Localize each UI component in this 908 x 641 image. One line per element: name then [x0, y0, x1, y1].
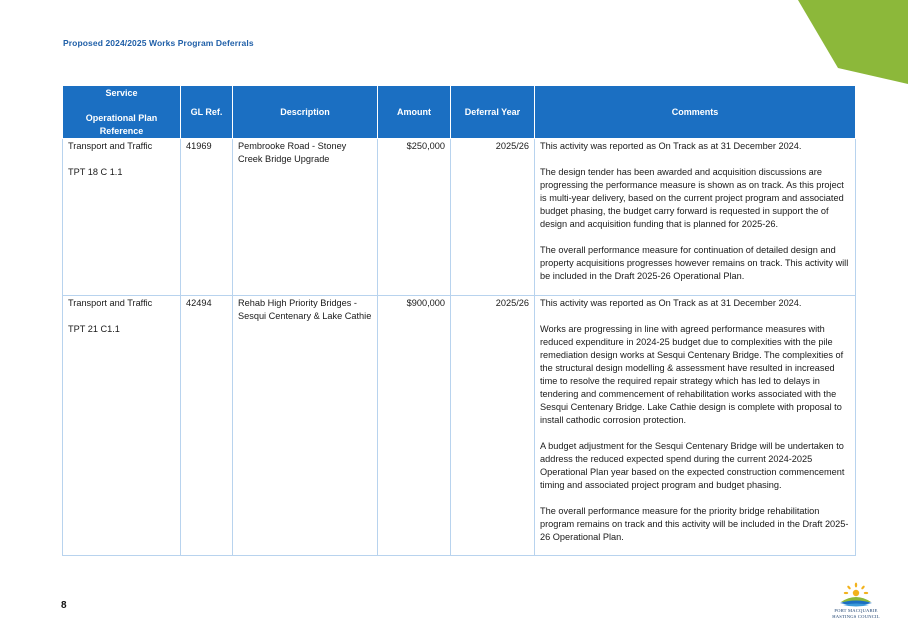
description-cell: Pembrooke Road - Stoney Creek Bridge Upgrade — [233, 139, 378, 296]
table-row — [63, 139, 856, 296]
column-header-amount: Amount — [378, 86, 451, 139]
gl-ref-cell: 41969 — [181, 139, 233, 296]
service-cell: Transport and Traffic TPT 18 C 1.1 — [63, 139, 181, 296]
comments-cell: This activity was reported as On Track as at 31 December 2024. The design tender has been awarded and acquisition discussions are progressing the performance measure is shown as on track. As this project is multi-year delivery, based on the current project program and associated budget phasing, the budget carry forward is requested in support the of design and acquisition funding that is planned for 2025-26. The overall performance measure for continuation of detailed design and property acquisitions progresses however remains on track. This activity will be included in the Draft 2025-26 Operational Plan. — [535, 139, 856, 296]
gl-ref-cell: 42494 — [181, 296, 233, 556]
description-cell: Rehab High Priority Bridges - Sesqui Centenary & Lake Cathie — [233, 296, 378, 556]
page-number: 8 — [61, 600, 67, 611]
deferral-year-cell: 2025/26 — [451, 296, 535, 556]
column-header-description: Description — [233, 86, 378, 139]
deferrals-table — [62, 85, 856, 556]
column-header-service: Service Operational Plan Reference — [63, 86, 181, 139]
deferral-year-cell: 2025/26 — [451, 139, 535, 296]
table-header-row — [63, 86, 856, 139]
page-title: Proposed 2024/2025 Works Program Deferrals — [63, 38, 254, 48]
corner-accent-shape — [798, 0, 908, 84]
amount-cell: $250,000 — [378, 139, 451, 296]
column-header-gl-ref: GL Ref. — [181, 86, 233, 139]
column-header-comments: Comments — [535, 86, 856, 139]
column-header-deferral-year: Deferral Year — [451, 86, 535, 139]
service-cell: Transport and Traffic TPT 21 C1.1 — [63, 296, 181, 556]
amount-cell: $900,000 — [378, 296, 451, 556]
council-logo-text: PORT MACQUARIE HASTINGS COUNCIL — [832, 608, 880, 619]
comments-cell: This activity was reported as On Track as at 31 December 2024. Works are progressing in line with agreed performance measures with reduced expenditure in 2024-25 budget due to complexities with the pile remediation design works at Sesqui Centenary Bridge. The complexities of the structural design modelling & assessment have resulted in increased time to resolve the required repair strategy which has led to delays in tendering and commencement of rehabilitation works associated with the Sesqui Centenary Bridge. Lake Cathie design is complete with proposal to install cathodic corrosion protection. A budget adjustment for the Sesqui Centenary Bridge will be undertaken to address the reduced expected spend during the current 2024-2025 Operational Plan year based on the expected construction commencement timing and associated project program and budget phasing. The overall performance measure for the priority bridge rehabilitation program remains on track and this activity will be included in the Draft 2025-26 Operational Plan. — [535, 296, 856, 556]
table-row — [63, 296, 856, 556]
